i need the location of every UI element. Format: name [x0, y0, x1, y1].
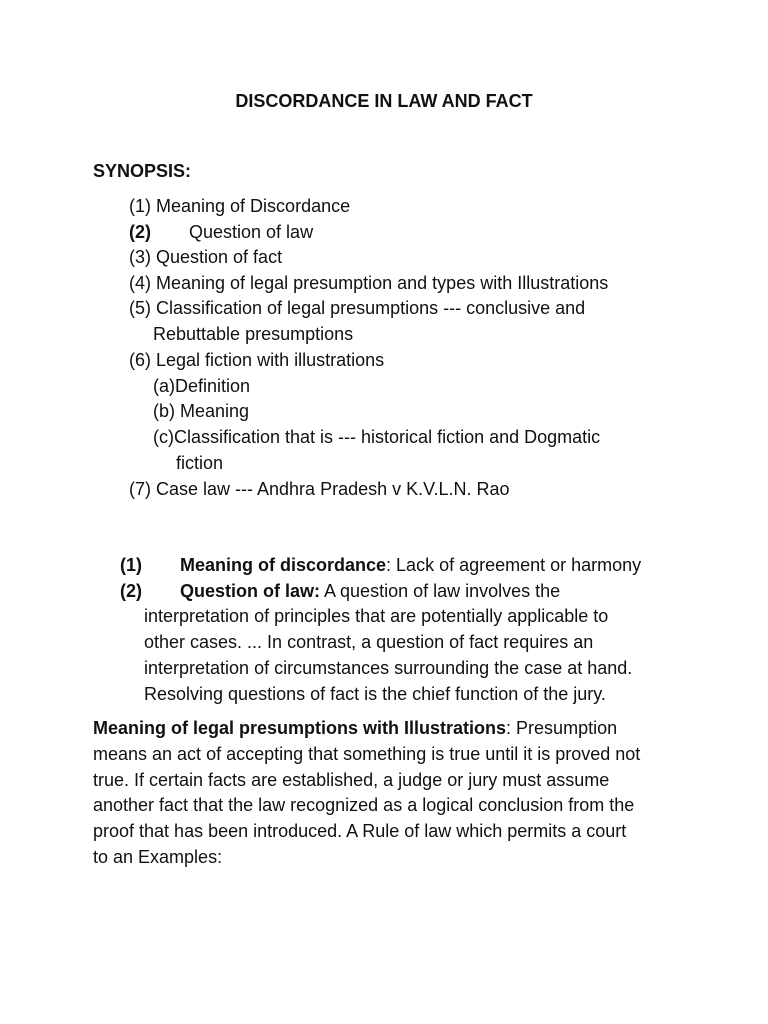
synopsis-item-2-text: Question of law — [189, 222, 314, 242]
section-3-heading: Meaning of legal presumptions with Illustrations — [93, 718, 507, 738]
synopsis-item-3: (3) Question of fact — [129, 247, 283, 267]
section-3-text-line-1: : Presumption — [506, 718, 618, 738]
section-2-text-line-4: interpretation of circumstances surrounding the case at hand. — [144, 658, 633, 678]
section-2-text-line-5: Resolving questions of fact is the chief function of the jury. — [144, 684, 606, 704]
synopsis-item-6: (6) Legal fiction with illustrations — [129, 350, 385, 370]
section-3-text-line-5: proof that has been introduced. A Rule of law which permits a court — [93, 821, 627, 841]
section-3-line-1 — [93, 717, 617, 739]
section-3-text-line-3: true. If certain facts are established, a judge or jury must assume — [93, 770, 610, 790]
synopsis-item-2-number: (2) — [129, 222, 151, 242]
section-2-heading: Question of law: — [180, 581, 321, 601]
section-3-text-line-2: means an act of accepting that something is true until it is proved not — [93, 744, 641, 764]
synopsis-item-5-continued: Rebuttable presumptions — [153, 324, 354, 344]
synopsis-item-6c: (c)Classification that is --- historical fiction and Dogmatic — [153, 427, 601, 447]
document-title: DISCORDANCE IN LAW AND FACT — [235, 91, 533, 111]
section-1 — [120, 554, 641, 576]
section-1-number: (1) — [120, 555, 142, 575]
section-2 — [120, 580, 560, 602]
section-2-text-line-1: A question of law involves the — [320, 581, 561, 601]
section-2-text-line-3: other cases. ... In contrast, a question of fact requires an — [144, 632, 594, 652]
synopsis-item-6b: (b) Meaning — [153, 401, 250, 421]
synopsis-item-6c-continued: fiction — [176, 453, 224, 473]
section-1-heading: Meaning of discordance — [180, 555, 387, 575]
synopsis-item-4: (4) Meaning of legal presumption and types with Illustrations — [129, 273, 609, 293]
section-2-number: (2) — [120, 581, 142, 601]
synopsis-heading: SYNOPSIS: — [93, 161, 192, 181]
synopsis-item-2 — [129, 221, 313, 243]
synopsis-item-5: (5) Classification of legal presumptions --- conclusive and — [129, 298, 586, 318]
synopsis-item-7: (7) Case law --- Andhra Pradesh v K.V.L.N. Rao — [129, 479, 510, 499]
section-3-text-line-4: another fact that the law recognized as a logical conclusion from the — [93, 795, 635, 815]
section-3-text-line-6: to an Examples: — [93, 847, 223, 867]
section-2-text-line-2: interpretation of principles that are potentially applicable to — [144, 606, 609, 626]
synopsis-item-6a: (a)Definition — [153, 376, 251, 396]
synopsis-item-1: (1) Meaning of Discordance — [129, 196, 351, 216]
section-1-text: : Lack of agreement or harmony — [386, 555, 642, 575]
